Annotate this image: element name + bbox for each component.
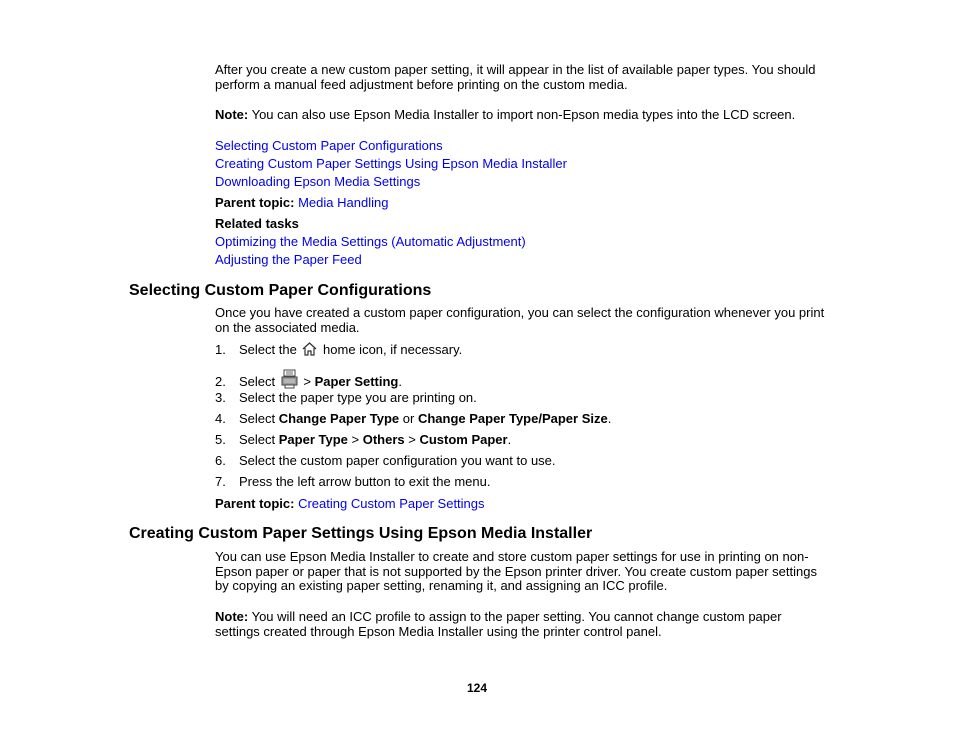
intro-paragraph: After you create a new custom paper setting, it will appear in the list of available paper types. You should perform a manual feed adjustment before printing on the custom media.	[215, 62, 816, 92]
note-label: Note:	[215, 107, 249, 122]
link-selecting-custom-paper[interactable]: Selecting Custom Paper Configurations	[215, 138, 443, 153]
page-number: 124	[466, 681, 488, 695]
section1-parent-topic	[215, 497, 835, 512]
step-1: 1. Select the home icon, if necessary.	[215, 342, 463, 357]
note-label: Note:	[215, 609, 249, 624]
link-creating-custom-paper[interactable]: Creating Custom Paper Settings Using Epson Media Installer	[215, 156, 567, 171]
step-4: 4. Select Change Paper Type or Change Paper Type/Paper Size.	[215, 411, 612, 426]
section2-note	[215, 610, 805, 639]
section-heading-creating: Creating Custom Paper Settings Using Epson Media Installer	[129, 525, 593, 542]
section2-paragraph: You can use Epson Media Installer to create and store custom paper settings for use in printing on non-Epson paper or paper that is not supported by the Epson printer driver. You create custom paper settings by copying an existing paper setting, renaming it, and assigning an ICC profile.	[215, 549, 817, 593]
note-text: You will need an ICC profile to assign to the paper setting. You cannot change custom paper settings created through Epson Media Installer using the printer control panel.	[215, 609, 782, 639]
link-adjusting-paper-feed[interactable]: Adjusting the Paper Feed	[215, 252, 362, 267]
step-2: 2. Select > Paper Setting.	[215, 369, 402, 390]
note-text: You can also use Epson Media Installer to import non-Epson media types into the LCD screen.	[248, 107, 796, 122]
related-link-list	[215, 235, 835, 271]
topic-link-list	[215, 139, 835, 193]
step-5: 5. Select Paper Type > Others > Custom Paper.	[215, 432, 512, 447]
section1-paragraph: Once you have created a custom paper configuration, you can select the configuration whenever you print on the associated media.	[215, 305, 825, 335]
step-7: 7. Press the left arrow button to exit the menu.	[215, 474, 491, 489]
home-icon	[302, 342, 317, 356]
intro-parent-topic	[215, 196, 835, 211]
link-creating-custom-paper-settings[interactable]: Creating Custom Paper Settings	[298, 496, 485, 511]
step-6: 6. Select the custom paper configuration you want to use.	[215, 453, 556, 468]
link-downloading-media-settings[interactable]: Downloading Epson Media Settings	[215, 174, 421, 189]
parent-topic-label: Parent topic:	[215, 195, 295, 210]
intro-note	[215, 108, 835, 123]
paper-settings-icon	[281, 369, 298, 389]
step-3: 3. Select the paper type you are printing on.	[215, 390, 477, 405]
section-heading-selecting: Selecting Custom Paper Configurations	[129, 282, 432, 299]
related-tasks-label: Related tasks	[215, 216, 299, 231]
parent-topic-label: Parent topic:	[215, 496, 295, 511]
link-media-handling[interactable]: Media Handling	[298, 195, 389, 210]
link-optimizing-media-settings[interactable]: Optimizing the Media Settings (Automatic Adjustment)	[215, 234, 526, 249]
